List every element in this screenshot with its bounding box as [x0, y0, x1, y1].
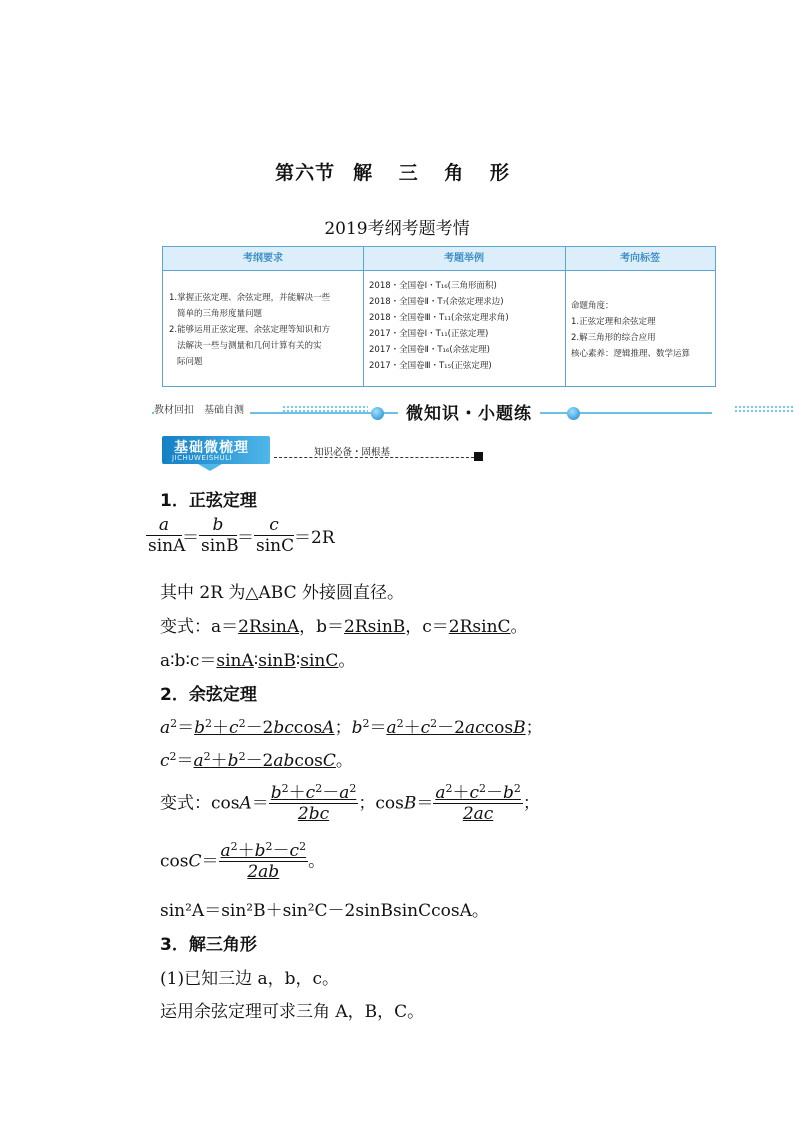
formula-part: ＝2R — [294, 528, 335, 548]
example-line: 2017・全国卷Ⅱ・T₁₆(余弦定理) — [369, 345, 490, 355]
tag-line: 命题角度： — [571, 301, 614, 311]
example-line: 2018・全国卷Ⅱ・T₇(余弦定理求边) — [369, 297, 504, 307]
section-banner — [152, 399, 712, 427]
dots-decoration — [734, 405, 794, 413]
ball-icon — [371, 407, 384, 420]
banner-title: 微知识・小题练 — [398, 399, 540, 424]
exam-requirements-table — [162, 246, 716, 387]
underlined-answer: sinB — [258, 651, 296, 671]
tag-subtitle: 知识必备・固根基 — [314, 447, 391, 458]
req-line: 2.能够运用正弦定理、余弦定理等知识和方 — [169, 325, 331, 335]
formula-part: sinA — [148, 536, 186, 556]
example-line: 2018・全国卷Ⅰ・T₁₆(三角形面积) — [369, 281, 497, 291]
formula-part: sinB — [201, 536, 239, 556]
cosine-law-variant: 变式：cosA＝ $\frac{b^2+c^2-a^2}{2bc}$ ；cosB＝ $\frac{a^2+c^2-b^2}{2ac}$ ； — [160, 782, 540, 824]
text-part: a∶b∶c＝ — [160, 651, 217, 671]
formula-part: b — [212, 515, 224, 535]
heading-cosine-law: 2．余弦定理 — [160, 685, 257, 705]
denominator: 2ab — [247, 862, 280, 882]
tag-title: 基础微梳理 — [174, 440, 249, 456]
heading-solve-triangle: 3．解三角形 — [160, 935, 257, 955]
cosine-law-line2: $c^2=a^2+b^2-2abcosC$。 — [160, 750, 353, 771]
solve-case-1: (1)已知三边 a，b，c。 — [160, 969, 340, 989]
req-line: 1.掌握正弦定理、余弦定理，并能解决一些 — [169, 293, 331, 303]
tag-pinyin: JICHUWEISHULI — [172, 454, 233, 462]
tags-cell — [571, 270, 711, 386]
example-line: 2018・全国卷Ⅲ・T₁₁(余弦定理求角) — [369, 313, 509, 323]
example-line: 2017・全国卷Ⅰ・T₁₁(正弦定理) — [369, 329, 489, 339]
examples-cell — [369, 270, 561, 386]
underlined-answer: 2RsinC — [448, 617, 511, 637]
req-line: 际问题 — [177, 357, 203, 367]
text-part: 变式： — [160, 617, 211, 637]
sine-law-variant — [160, 612, 528, 637]
cosine-law-cosC: cosC＝ $\frac{a^2+b^2-c^2}{2ab}$ 。 — [160, 840, 326, 882]
title-prefix: 第六节 — [275, 162, 336, 184]
example-line: 2017・全国卷Ⅲ・T₁₅(正弦定理) — [369, 361, 492, 371]
tag-line: 核心素养：逻辑推理、数学运算 — [571, 349, 691, 359]
sine-law-ratio — [160, 646, 355, 671]
requirements-cell — [169, 270, 359, 386]
formula-part: c — [269, 515, 279, 535]
sine-law-note: 其中 2R 为△ABC 外接圆直径。 — [160, 583, 404, 603]
tag-pointer-icon — [198, 464, 222, 471]
header-examples: 考题举例 — [444, 253, 484, 264]
sin-squared-identity: sin²A＝sin²B＋sin²C－2sinBsinCcosA。 — [160, 901, 489, 921]
solve-case-1-method: 运用余弦定理可求三角 A，B，C。 — [160, 1002, 425, 1022]
banner-left-label: 教材回扣 基础自测 — [154, 401, 250, 416]
header-tags: 考向标签 — [620, 253, 660, 264]
denominator: 2ac — [462, 804, 494, 824]
formula-part: a — [158, 515, 170, 535]
section-tag — [162, 436, 482, 470]
dots-decoration — [282, 405, 368, 413]
tag-box — [162, 436, 270, 464]
text-part: a＝ — [211, 617, 239, 637]
req-line: 简单的三角形度量问题 — [177, 309, 263, 319]
text-part: 。 — [510, 617, 528, 637]
text-part: ∶ — [295, 651, 301, 671]
heading-sine-law: 1．正弦定理 — [160, 491, 257, 511]
cosine-law-line1: $a^2=b^2+c^2-2bccosA$；$b^2=a^2+c^2-2accosB$； — [160, 717, 543, 738]
underlined-answer: 2RsinA — [238, 617, 300, 637]
text-part: ∶ — [253, 651, 259, 671]
underlined-answer: 2RsinB — [344, 617, 406, 637]
table-header — [163, 247, 715, 271]
tag-line: 2.解三角形的综合应用 — [571, 333, 656, 343]
subtitle: 2019考纲考题考情 — [324, 219, 470, 239]
text-part: ，b＝ — [299, 617, 345, 637]
title-main: 解 三 角 形 — [353, 162, 519, 184]
sine-law-formula: $\frac{a}{\sin A}$ ＝ $\frac{b}{\sin B}$ ＝ $\frac{c}{\sin C}$ ＝2R — [148, 515, 335, 556]
underlined-answer: sinC — [300, 651, 339, 671]
formula-part: sinC — [256, 536, 295, 556]
req-line: 法解决一些与测量和几何计算有关的实 — [177, 341, 322, 351]
page-title — [0, 158, 794, 185]
header-requirements: 考纲要求 — [243, 253, 283, 264]
denominator: 2bc — [297, 804, 330, 824]
square-icon — [474, 452, 483, 461]
ball-icon — [567, 407, 580, 420]
underlined-answer: sinA — [216, 651, 254, 671]
tag-line: 1.正弦定理和余弦定理 — [571, 317, 656, 327]
text-part: ，c＝ — [405, 617, 449, 637]
text-part: 。 — [338, 651, 356, 671]
dashed-divider — [274, 457, 474, 458]
